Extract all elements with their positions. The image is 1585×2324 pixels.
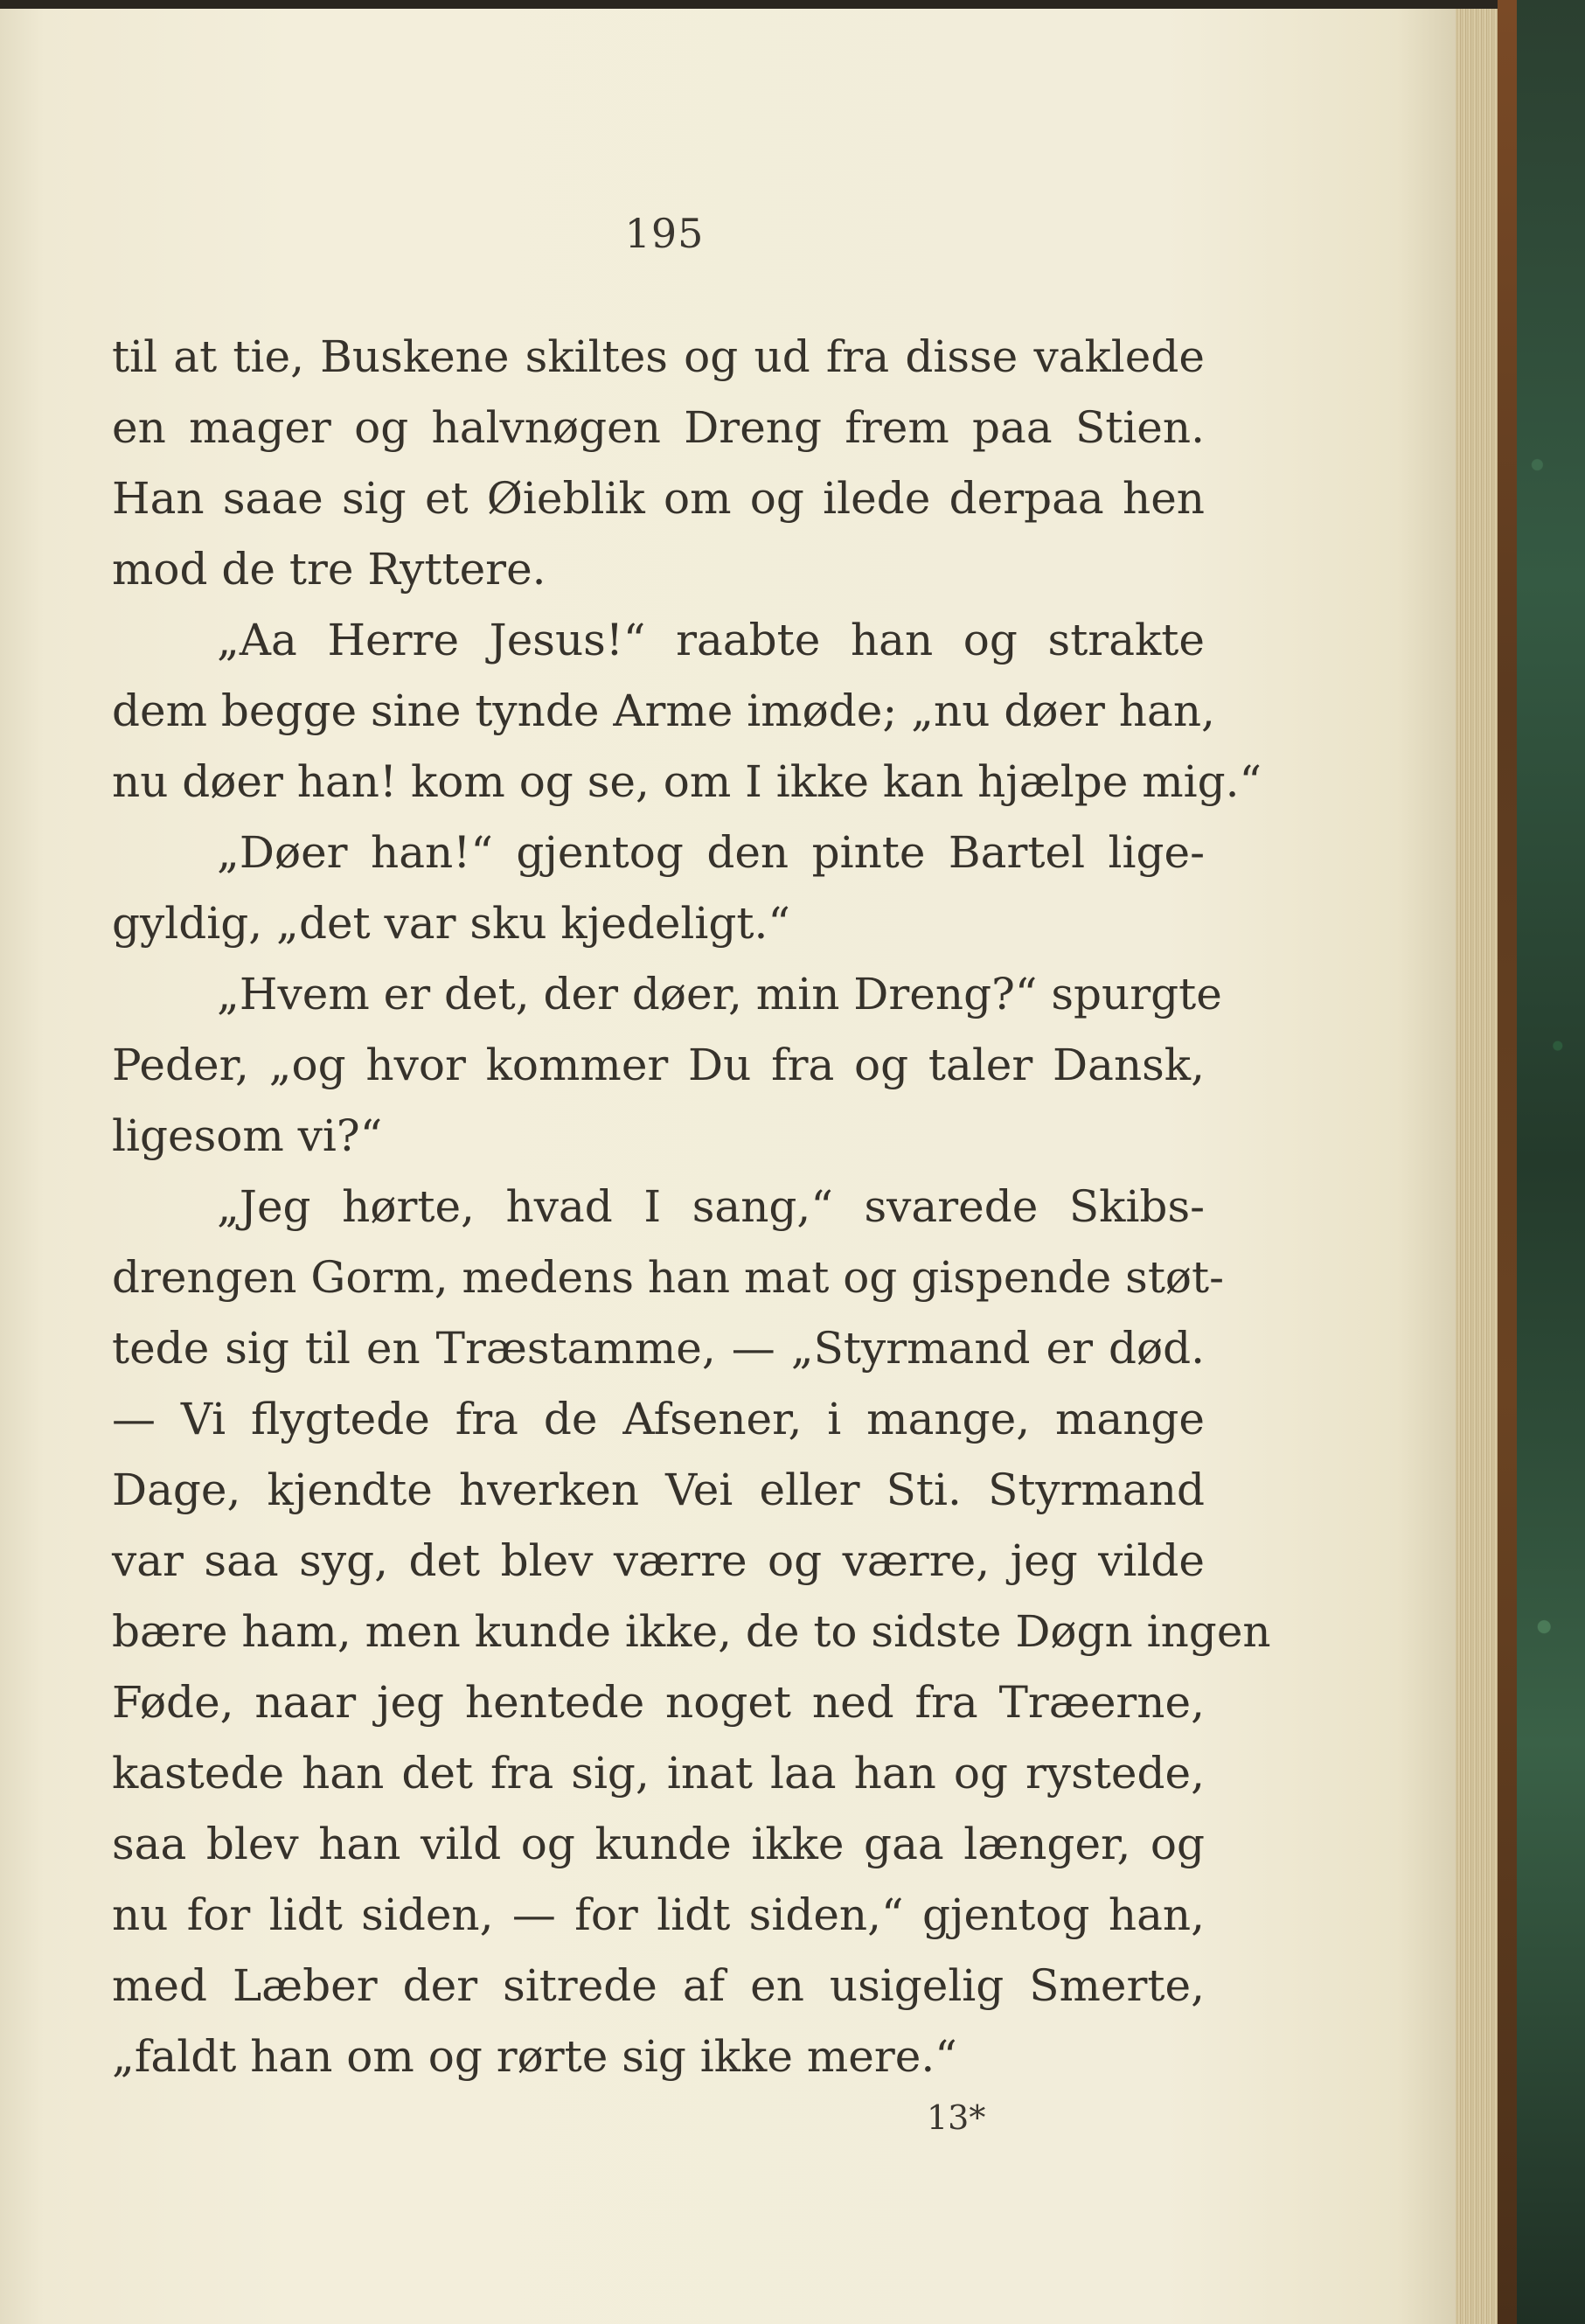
text-line: „Hvem er det, der døer, min Dreng?“ spurgte xyxy=(217,969,1222,1019)
text-line: Dage, kjendte hverken Vei eller Sti. Styrmand xyxy=(112,1465,1205,1515)
text-line: med Læber der sitrede af en usigelig Smerte, xyxy=(112,1960,1205,2011)
text-line: til at tie, Buskene skiltes og ud fra disse vaklede xyxy=(112,331,1205,382)
book-spine-edge xyxy=(1498,0,1517,2324)
text-line: Peder, „og hvor kommer Du fra og taler Dansk, xyxy=(112,1040,1205,1090)
text-line: tede sig til en Træstamme, — „Styrmand er død. xyxy=(112,1323,1205,1374)
text-line: drengen Gorm, medens han mat og gispende støt- xyxy=(112,1252,1224,1303)
signature-mark: 13* xyxy=(927,2098,986,2137)
text-line: „Jeg hørte, hvad I sang,“ svarede Skibs- xyxy=(217,1181,1205,1232)
text-line: „faldt han om og rørte sig ikke mere.“ xyxy=(112,2031,957,2082)
text-line: Føde, naar jeg hentede noget ned fra Træerne, xyxy=(112,1677,1205,1728)
text-line: dem begge sine tynde Arme imøde; „nu døer han, xyxy=(112,685,1215,736)
text-line: nu for lidt siden, — for lidt siden,“ gjentog han, xyxy=(112,1889,1205,1940)
text-line: — Vi flygtede fra de Afsener, i mange, mange xyxy=(112,1394,1205,1444)
text-line: var saa syg, det blev værre og værre, jeg vilde xyxy=(112,1535,1205,1586)
text-line: kastede han det fra sig, inat laa han og rystede, xyxy=(112,1748,1205,1799)
text-line: ligesom vi?“ xyxy=(112,1110,383,1161)
text-line: saa blev han vild og kunde ikke gaa længer, og xyxy=(112,1819,1205,1869)
text-line: Han saae sig et Øieblik om og ilede derpaa hen xyxy=(112,473,1205,524)
page-number: 195 xyxy=(624,210,705,257)
text-line: „Døer han!“ gjentog den pinte Bartel lige- xyxy=(217,827,1205,878)
body-text xyxy=(112,322,1271,2092)
text-line: mod de tre Ryttere. xyxy=(112,544,546,595)
text-line: nu døer han! kom og se, om I ikke kan hjælpe mig.“ xyxy=(112,756,1262,807)
marbled-cover xyxy=(1517,0,1585,2324)
text-line: „Aa Herre Jesus!“ raabte han og strakte xyxy=(217,615,1205,665)
page-edges xyxy=(1456,9,1498,2324)
text-line: gyldig, „det var sku kjedeligt.“ xyxy=(112,898,790,949)
text-line: en mager og halvnøgen Dreng frem paa Stien. xyxy=(112,402,1205,453)
text-line: bære ham, men kunde ikke, de to sidste Døgn ingen xyxy=(112,1606,1271,1657)
